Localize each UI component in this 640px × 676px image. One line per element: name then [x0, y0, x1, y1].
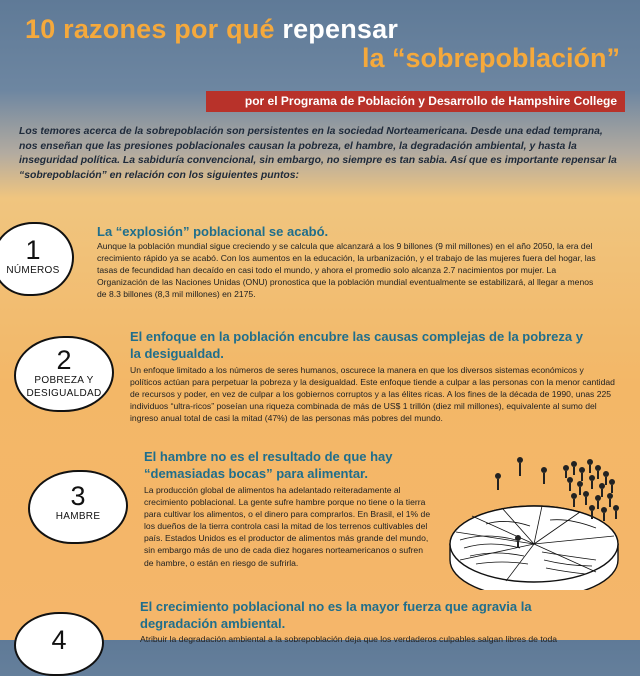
section-body-2: Un enfoque limitado a los números de seres humanos, oscurece la manera en que los diversos sistemas económicos y políticos actúan para perpetuar la pobreza y la desigualdad. Este enfoque tiende a culpar a las personas con la menor cantidad de recursos y poder, en vez de culpar a los gobiernos corruptos y a las élites ricas. A los fines de la década de 1990, unas 225 individuos “ultra-ricos” poseían una riqueza combinada de más de US$ 1 trillón (diez mil millones), equivalente al sumo del ingreso anual total de casi la mitad (47%) de las personas más pobres del mundo.: [130, 365, 615, 424]
section-number-1: 1: [25, 235, 41, 265]
intro-paragraph: Los temores acerca de la sobrepoblación son persistentes en la sociedad Norteamericana. Desde una edad temprana, nos enseñan que las presiones poblacionales causan la pobreza, el hambre, la degradación ambiental, y hasta la inseguridad política. La sabiduría convencional, sin embargo, no siempre es tan sabia. Así que es importante repensar la “sobrepoblación” en relación con los siguientes puntos:: [19, 126, 617, 181]
title-part-2: repensar: [282, 14, 399, 44]
cloud-badge-3: [28, 470, 128, 544]
land-pie-illustration: [446, 448, 626, 590]
section-label-3: HAMBRE: [55, 511, 101, 522]
section-body-1: Aunque la población mundial sigue creciendo y se calcula que alcanzará a los 9 billones (9 mil millones) en el año 2050, la era del crecimiento rápido ya se acabó. Con los aumentos en la educación, la urbanización, y el trabajo de las mujeres fuera del hogar, las tasas de fecundidad han decaído en casi todo el mundo, y ahora el promedio solo alcanza 2.7 nacimientos por mujer. La Organización de las Naciones Unidas (ONU) pronostica que la población mundial eventualmente se estabilizará, al llegar a menos de 8.3 billones (8,3 mil millones) en 2175.: [97, 241, 596, 300]
cloud-badge-4: [14, 612, 104, 676]
section-title-1: La “explosión” poblacional se acabó.: [97, 224, 329, 239]
section-label-1: NÚMEROS: [6, 265, 60, 276]
section-number-2: 2: [56, 345, 72, 375]
section-body-4: Atribuir la degradación ambiental a la sobrepoblación deja que los verdaderos culpables salgan libres de toda: [140, 634, 558, 644]
section-body-3: La producción global de alimentos ha adelantado reiteradamente al crecimiento poblacional. La gente sufre hambre porque no tiene o la tierra para cultivar los alimentos, o el dinero para comprarlos. En Brasil, el 1% de los dueños de la tierra controla casi la mitad de los terrenos cultivables del país. Estados Unidos es el productor de alimentos más grande del mundo, sin embargo más de uno de cada diez hogares norteamericanos o sufren de hambre, o están en riesgo de sufrirla.: [144, 485, 431, 568]
section-number-3: 3: [70, 481, 86, 511]
section-title-3: El hambre no es el resultado de que hay “demasiadas bocas” para alimentar.: [144, 449, 393, 481]
title-line-2: la “sobrepoblación”: [362, 43, 621, 73]
header: [0, 0, 640, 196]
section-label-2a: POBREZA Y: [34, 375, 94, 386]
title-part-1: 10 razones por qué: [25, 14, 275, 44]
cloud-badge-1: [0, 222, 74, 296]
byline-banner: por el Programa de Población y Desarrollo de Hampshire College: [206, 91, 625, 112]
cloud-badge-2: [14, 336, 114, 412]
section-title-2: El enfoque en la población encubre las causas complejas de la pobreza y la desigualdad.: [130, 329, 583, 361]
section-label-2b: DESIGUALDAD: [26, 388, 102, 399]
section-title-4: El crecimiento poblacional no es la mayor fuerza que agravia la degradación ambiental.: [140, 599, 532, 631]
title-line-1: [25, 14, 398, 45]
section-number-4: 4: [51, 625, 67, 655]
